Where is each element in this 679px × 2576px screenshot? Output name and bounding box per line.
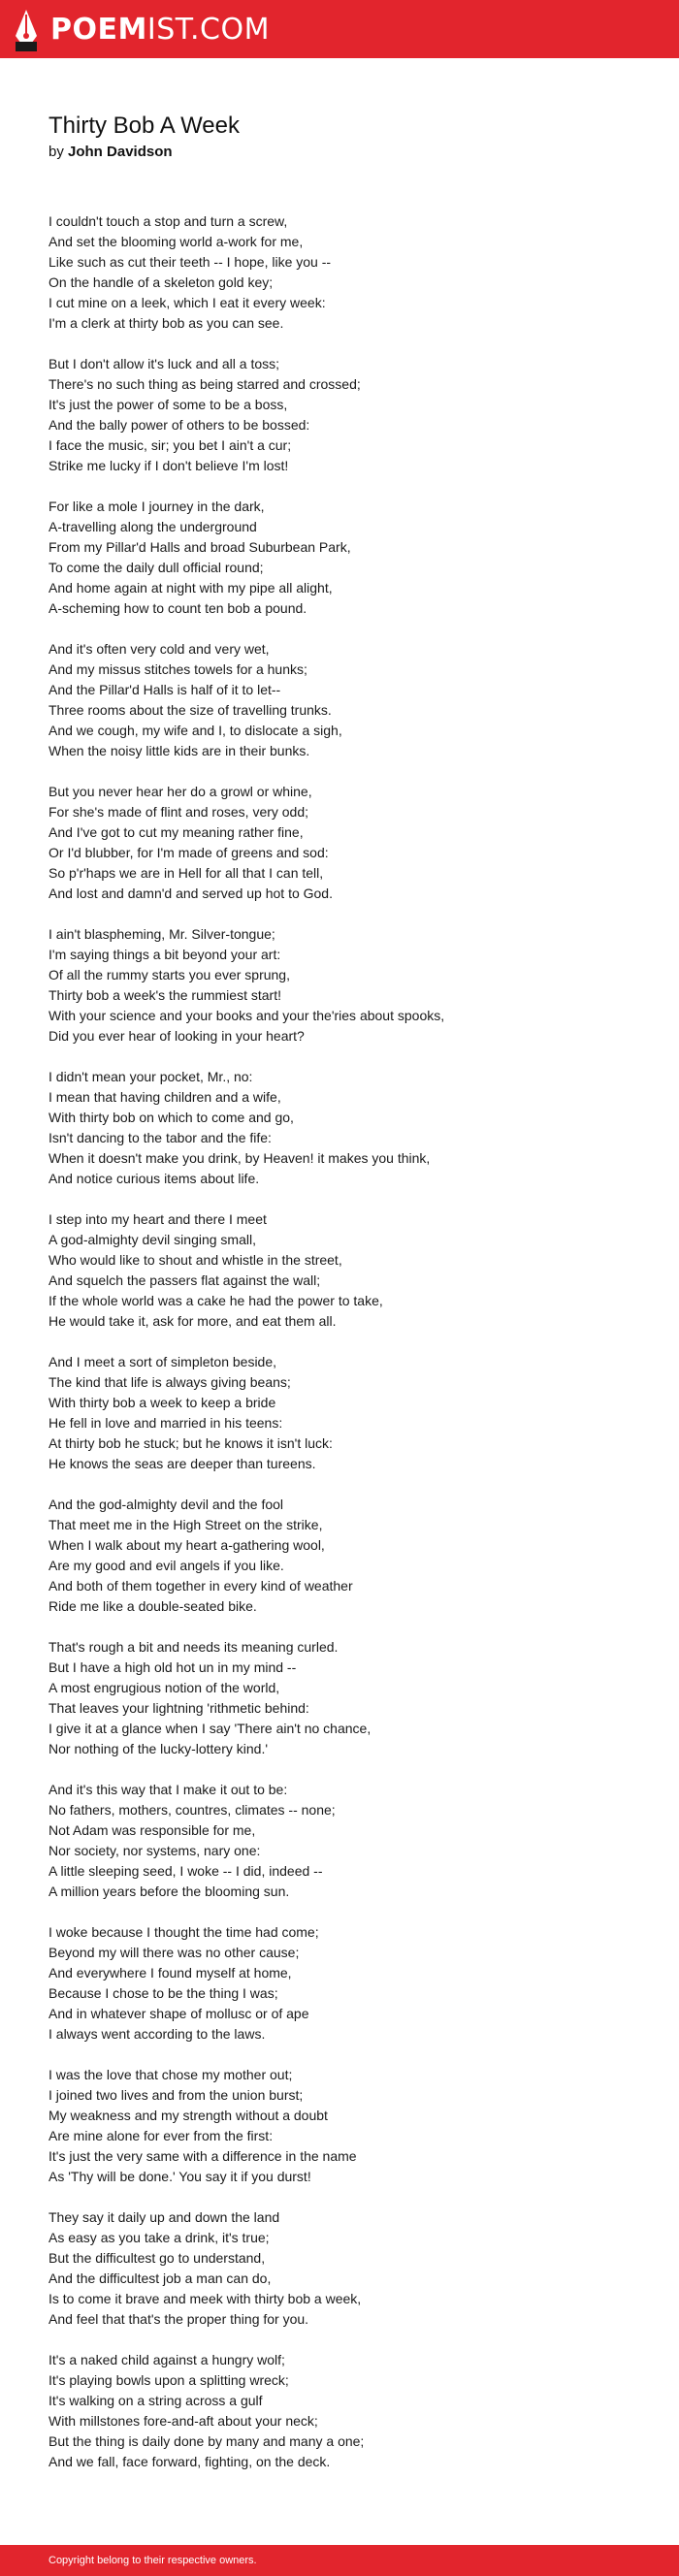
poem-line: I was the love that chose my mother out; <box>48 2067 293 2082</box>
poem-line: And the Pillar'd Halls is half of it to let-- <box>48 682 281 697</box>
poem-line: Of all the rummy starts you ever sprung, <box>48 967 290 982</box>
poem-line: A million years before the blooming sun. <box>48 1884 290 1899</box>
poem-line: And notice curious items about life. <box>48 1171 260 1186</box>
poem-line: That's rough a bit and needs its meaning curled. <box>48 1639 339 1655</box>
poem-line: My weakness and my strength without a doubt <box>48 2108 328 2123</box>
by-label: by <box>48 144 64 160</box>
poem-line: And set the blooming world a-work for me, <box>48 234 304 249</box>
poem-line: To come the daily dull official round; <box>48 560 264 575</box>
poem-line: A-scheming how to count ten bob a pound. <box>48 600 307 616</box>
poem-line: Beyond my will there was no other cause; <box>48 1945 300 1960</box>
poem-line: A-travelling along the underground <box>48 519 257 534</box>
poem-line: As easy as you take a drink, it's true; <box>48 2230 270 2245</box>
poem-line: At thirty bob he stuck; but he knows it isn't luck: <box>48 1435 333 1451</box>
poem-line: I woke because I thought the time had come; <box>48 1924 319 1940</box>
poem-line: I couldn't touch a stop and turn a screw, <box>48 213 288 229</box>
poem-line: Like such as cut their teeth -- I hope, like you -- <box>48 254 332 270</box>
poem-line: It's walking on a string across a gulf <box>48 2393 263 2408</box>
poem-line: It's a naked child against a hungry wolf; <box>48 2352 285 2367</box>
poem-line: It's playing bowls upon a splitting wreck; <box>48 2372 289 2388</box>
poem-line: And I meet a sort of simpleton beside, <box>48 1354 277 1369</box>
poem-line: A god-almighty devil singing small, <box>48 1232 256 1247</box>
poem-line: Are mine alone for ever from the first: <box>48 2128 274 2143</box>
stanza <box>48 1922 650 2045</box>
poem-line: And the bally power of others to be bossed: <box>48 417 310 433</box>
poem-line: But I don't allow it's luck and all a toss; <box>48 356 280 371</box>
poem-line: But the difficultest go to understand, <box>48 2250 266 2266</box>
poem-line: Nor society, nor systems, nary one: <box>48 1843 261 1858</box>
poem-line: When the noisy little kids are in their bunks. <box>48 743 310 758</box>
poem-line: When it doesn't make you drink, by Heaven! it makes you think, <box>48 1150 431 1166</box>
poem-line: With millstones fore-and-aft about your neck; <box>48 2413 318 2429</box>
poem-line: I didn't mean your pocket, Mr., no: <box>48 1069 253 1084</box>
stanza <box>48 1780 650 1902</box>
stanza <box>48 211 650 334</box>
poem-line: And it's often very cold and very wet, <box>48 641 270 657</box>
stanza <box>48 2065 650 2187</box>
poem-line: With thirty bob on which to come and go, <box>48 1110 294 1125</box>
poem-line: As 'Thy will be done.' You say it if you durst! <box>48 2169 311 2184</box>
poem-line: And squelch the passers flat against the wall; <box>48 1272 321 1288</box>
poem-line: Not Adam was responsible for me, <box>48 1822 256 1838</box>
poem-line: He fell in love and married in his teens: <box>48 1415 283 1431</box>
poem-line: Nor nothing of the lucky-lottery kind.' <box>48 1741 269 1756</box>
poem-line: Is to come it brave and meek with thirty bob a week, <box>48 2291 362 2306</box>
poem-line: Are my good and evil angels if you like. <box>48 1558 284 1573</box>
poem-line: And both of them together in every kind of weather <box>48 1578 353 1594</box>
poem-line: I give it at a glance when I say 'There ain't no chance, <box>48 1721 372 1736</box>
stanza <box>48 1067 650 1189</box>
footer-bar <box>0 2545 679 2576</box>
poem-line: I'm saying things a bit beyond your art: <box>48 947 281 962</box>
poem-line: A little sleeping seed, I woke -- I did, indeed -- <box>48 1863 323 1879</box>
poem-line: And lost and damn'd and served up hot to God. <box>48 886 333 901</box>
poem-line: For she's made of flint and roses, very odd; <box>48 804 309 820</box>
poem-line: I face the music, sir; you bet I ain't a cur; <box>48 437 292 453</box>
poem-line: Strike me lucky if I don't believe I'm lost! <box>48 458 289 473</box>
stanza <box>48 1495 650 1617</box>
poem-line: Ride me like a double-seated bike. <box>48 1598 257 1614</box>
poem-line: And feel that that's the proper thing for you. <box>48 2311 309 2327</box>
poem-line: And I've got to cut my meaning rather fine, <box>48 824 304 840</box>
author-link[interactable]: John Davidson <box>68 144 173 160</box>
poem-title: Thirty Bob A Week <box>48 113 240 139</box>
poem-line: From my Pillar'd Halls and broad Suburbean Park, <box>48 539 351 555</box>
site-logo[interactable] <box>14 9 270 51</box>
pen-nib-icon <box>14 9 39 51</box>
poem-line: They say it daily up and down the land <box>48 2209 280 2225</box>
poem-line: Three rooms about the size of travelling trunks. <box>48 702 332 718</box>
poem-line: Thirty bob a week's the rummiest start! <box>48 987 281 1003</box>
site-logo-text: POEMIST.COM <box>50 13 270 47</box>
poem-line: That leaves your lightning 'rithmetic behind: <box>48 1700 309 1716</box>
poem-line: So p'r'haps we are in Hell for all that I can tell, <box>48 865 324 881</box>
poem-line: I cut mine on a leek, which I eat it every week: <box>48 295 326 310</box>
poem-line: I always went according to the laws. <box>48 2026 266 2042</box>
poem-line: There's no such thing as being starred and crossed; <box>48 376 361 392</box>
stanza <box>48 1637 650 1759</box>
poem-line: And the difficultest job a man can do, <box>48 2270 272 2286</box>
poem-line: On the handle of a skeleton gold key; <box>48 274 274 290</box>
byline <box>48 143 173 162</box>
poem-line: No fathers, mothers, countres, climates -- none; <box>48 1802 336 1818</box>
stanza <box>48 2207 650 2330</box>
poem-line: But you never hear her do a growl or whine, <box>48 784 312 799</box>
poem-line: It's just the very same with a difference in the name <box>48 2148 357 2164</box>
poem-line: He would take it, ask for more, and eat them all. <box>48 1313 337 1329</box>
poem-line: That meet me in the High Street on the strike, <box>48 1517 323 1532</box>
poem-line: But the thing is daily done by many and many a one; <box>48 2433 365 2449</box>
stanza <box>48 2350 650 2472</box>
poem-line: The kind that life is always giving beans; <box>48 1374 291 1390</box>
poem-line: I joined two lives and from the union burst; <box>48 2087 304 2103</box>
poem-line: I'm a clerk at thirty bob as you can see. <box>48 315 284 331</box>
stanza <box>48 497 650 619</box>
poem-line: A most engrugious notion of the world, <box>48 1680 280 1695</box>
poem-line: With thirty bob a week to keep a bride <box>48 1395 276 1410</box>
poem-line: It's just the power of some to be a boss, <box>48 397 288 412</box>
poem-line: I step into my heart and there I meet <box>48 1211 267 1227</box>
poem-line: If the whole world was a cake he had the power to take, <box>48 1293 383 1308</box>
poem-line: And it's this way that I make it out to be: <box>48 1782 288 1797</box>
poem-line: But I have a high old hot un in my mind -- <box>48 1659 297 1675</box>
stanza <box>48 1352 650 1474</box>
poem-line: And the god-almighty devil and the fool <box>48 1497 284 1512</box>
poem-line: I mean that having children and a wife, <box>48 1089 281 1105</box>
poem-line: Isn't dancing to the tabor and the fife: <box>48 1130 272 1145</box>
poem-line: And my missus stitches towels for a hunks; <box>48 661 307 677</box>
poem-line: And home again at night with my pipe all alight, <box>48 580 333 596</box>
poem-line: He knows the seas are deeper than tureens. <box>48 1456 316 1471</box>
poem-line: Did you ever hear of looking in your heart? <box>48 1028 305 1044</box>
poem-line: Who would like to shout and whistle in the street, <box>48 1252 342 1268</box>
poem-body <box>48 211 650 2493</box>
poem-line: For like a mole I journey in the dark, <box>48 499 265 514</box>
poem-line: With your science and your books and your the'ries about spooks, <box>48 1008 445 1023</box>
poem-line: And in whatever shape of mollusc or of ape <box>48 2006 309 2021</box>
poem-line: And we cough, my wife and I, to dislocate a sigh, <box>48 723 342 738</box>
poem-line: When I walk about my heart a-gathering wool, <box>48 1537 325 1553</box>
poem-line: Or I'd blubber, for I'm made of greens and sod: <box>48 845 329 860</box>
stanza <box>48 639 650 761</box>
copyright-notice: Copyright belong to their respective owners. <box>48 2555 257 2566</box>
poem-line: And we fall, face forward, fighting, on the deck. <box>48 2454 331 2469</box>
stanza <box>48 1209 650 1332</box>
poem-line: And everywhere I found myself at home, <box>48 1965 292 1980</box>
stanza <box>48 354 650 476</box>
poem-line: Because I chose to be the thing I was; <box>48 1985 278 2001</box>
poem-line: I ain't blaspheming, Mr. Silver-tongue; <box>48 926 275 942</box>
stanza <box>48 782 650 904</box>
top-bar <box>0 0 679 58</box>
stanza <box>48 924 650 1046</box>
